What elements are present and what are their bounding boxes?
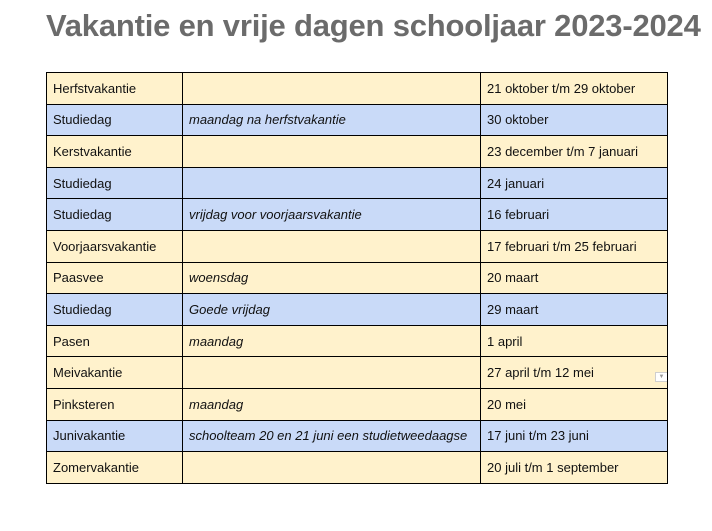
holiday-date-cell	[481, 357, 668, 389]
chevron-down-icon[interactable]: ▼	[655, 372, 668, 382]
holiday-table	[46, 72, 668, 484]
holiday-name-cell: Studiedag	[47, 199, 183, 231]
holiday-date-cell: 30 oktober	[481, 104, 668, 136]
holiday-name-cell: Studiedag	[47, 167, 183, 199]
holiday-date-cell: 21 oktober t/m 29 oktober	[481, 73, 668, 105]
holiday-date-text: 27 april t/m 12 mei	[487, 365, 594, 381]
table-row	[47, 357, 668, 389]
holiday-name-cell: Pasen	[47, 325, 183, 357]
holiday-note-cell	[183, 230, 481, 262]
table-row	[47, 388, 668, 420]
holiday-note-cell	[183, 136, 481, 168]
table-row	[47, 167, 668, 199]
table-row	[47, 420, 668, 452]
holiday-date-cell: 24 januari	[481, 167, 668, 199]
holiday-note-cell	[183, 167, 481, 199]
holiday-name-cell: Herfstvakantie	[47, 73, 183, 105]
holiday-note-cell: woensdag	[183, 262, 481, 294]
holiday-name-cell: Voorjaarsvakantie	[47, 230, 183, 262]
table-row	[47, 262, 668, 294]
holiday-date-cell: 23 december t/m 7 januari	[481, 136, 668, 168]
holiday-date-cell: 17 februari t/m 25 februari	[481, 230, 668, 262]
holiday-note-cell: schoolteam 20 en 21 juni een studietweedaagse	[183, 420, 481, 452]
holiday-date-cell: 20 mei	[481, 388, 668, 420]
holiday-name-cell: Junivakantie	[47, 420, 183, 452]
holiday-note-cell: maandag na herfstvakantie	[183, 104, 481, 136]
holiday-note-cell	[183, 452, 481, 484]
table-row	[47, 199, 668, 231]
holiday-note-cell: maandag	[183, 388, 481, 420]
holiday-note-cell	[183, 357, 481, 389]
holiday-name-cell: Kerstvakantie	[47, 136, 183, 168]
table-row	[47, 104, 668, 136]
holiday-name-cell: Studiedag	[47, 104, 183, 136]
table-row	[47, 73, 668, 105]
table-row	[47, 294, 668, 326]
holiday-date-cell: 29 maart	[481, 294, 668, 326]
holiday-date-cell: 1 april	[481, 325, 668, 357]
holiday-note-cell: vrijdag voor voorjaarsvakantie	[183, 199, 481, 231]
holiday-note-cell: Goede vrijdag	[183, 294, 481, 326]
holiday-name-cell: Meivakantie	[47, 357, 183, 389]
holiday-date-cell: 20 maart	[481, 262, 668, 294]
page-title: Vakantie en vrije dagen schooljaar 2023-2024	[46, 8, 701, 43]
table-row	[47, 325, 668, 357]
holiday-date-cell: 17 juni t/m 23 juni	[481, 420, 668, 452]
holiday-date-cell: 20 juli t/m 1 september	[481, 452, 668, 484]
table-row	[47, 452, 668, 484]
holiday-note-cell	[183, 73, 481, 105]
holiday-name-cell: Pinksteren	[47, 388, 183, 420]
table-row	[47, 136, 668, 168]
holiday-note-cell: maandag	[183, 325, 481, 357]
holiday-name-cell: Paasvee	[47, 262, 183, 294]
holiday-date-cell: 16 februari	[481, 199, 668, 231]
holiday-name-cell: Studiedag	[47, 294, 183, 326]
table-row	[47, 230, 668, 262]
holiday-name-cell: Zomervakantie	[47, 452, 183, 484]
